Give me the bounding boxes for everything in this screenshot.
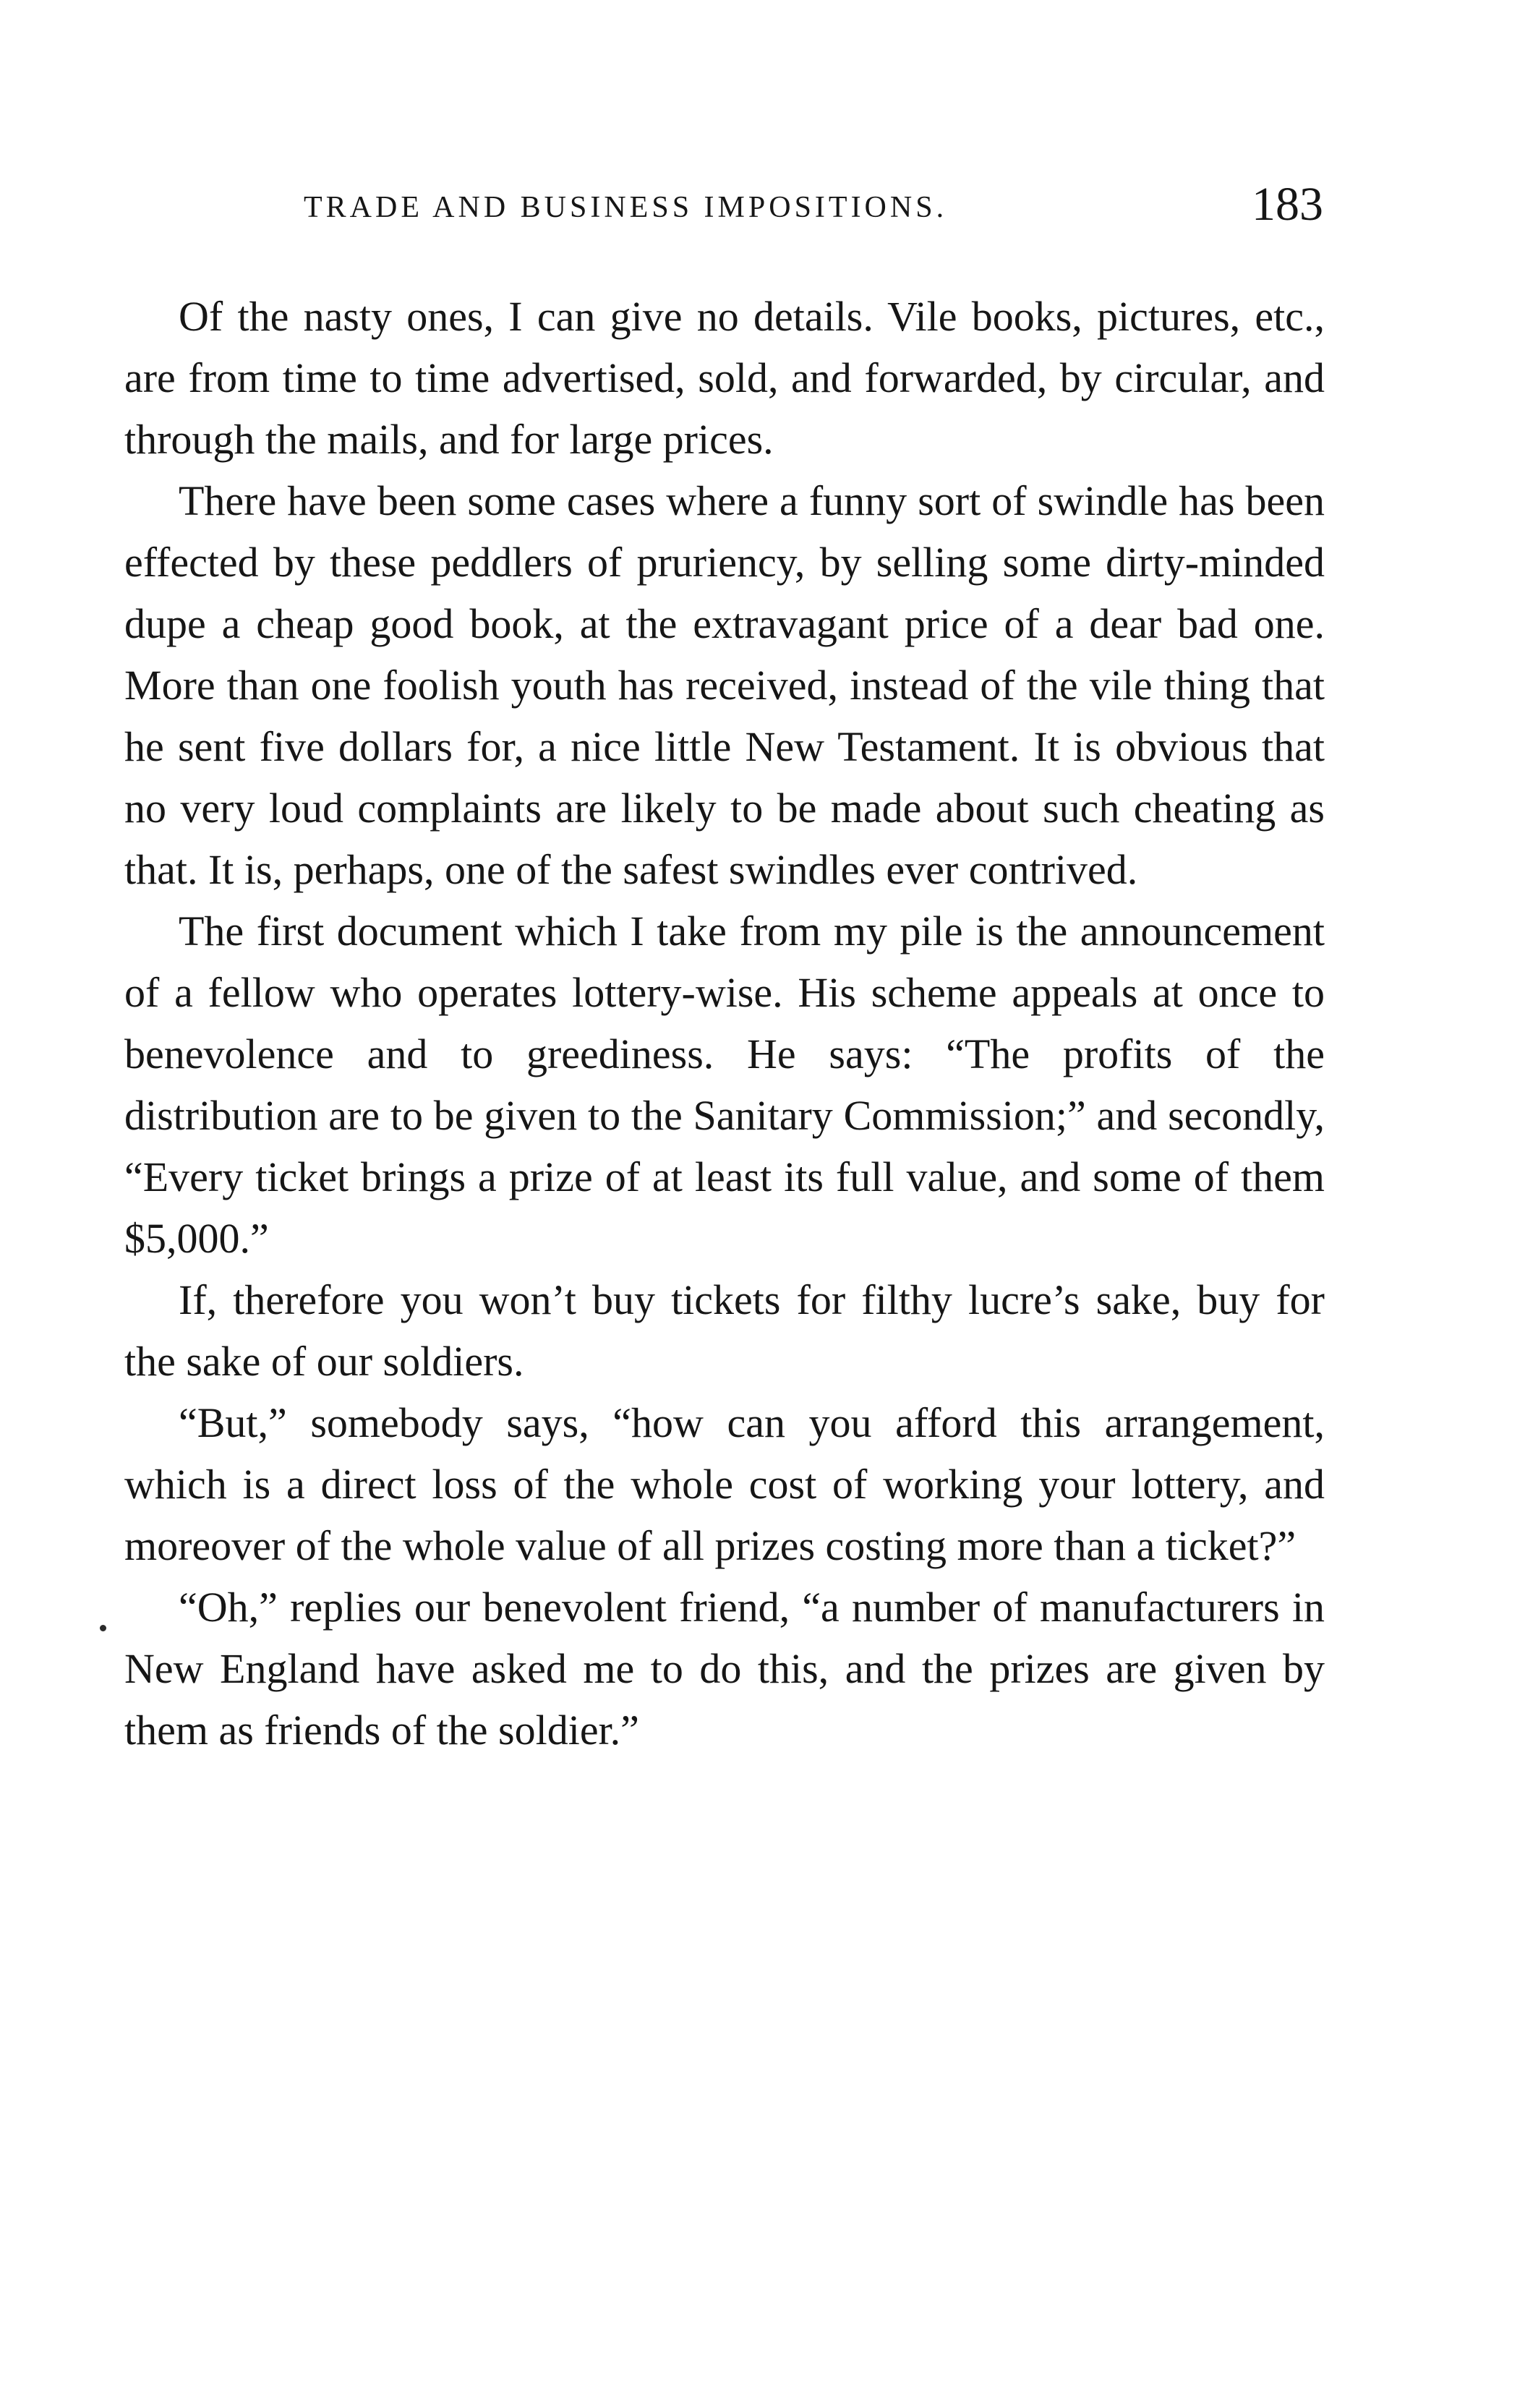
page-number: 183 [1252,178,1323,231]
paragraph-funny-swindle: There have been some cases where a funny sort of swindle has been effected by these peddlers of pruriency, by selling some dirty-minded dupe a cheap good book, at the extravagant price of a dear bad one. More than one foolish youth has received, instead of the vile thing that he sent five dollars for, a nice little New Testament. It is obvious that no very loud complaints are likely to be made about such cheating as that. It is, perhaps, one of the safest swindles ever contrived. [124,477,1325,893]
running-title: TRADE AND BUSINESS IMPOSITIONS. [304,191,948,224]
paragraph-filthy-lucre: If, therefore you won’t buy tickets for filthy lucre’s sake, buy for the sake of our soldiers. [124,1276,1325,1385]
margin-dot-mark [100,1625,106,1631]
running-head [304,177,1323,242]
paragraph-nasty-ones: Of the nasty ones, I can give no details. Vile books, pictures, etc., are from time to time advertised, sold, and forwarded, by circular, and through the mails, and for large prices. [124,293,1325,463]
body-text [124,286,1325,1761]
paragraph-first-document: The first document which I take from my pile is the announcement of a fellow who operates lottery-wise. His scheme appeals at once to benevolence and to greediness. He says: “The profits of the distribution are to be given to the Sanitary Commission;” and secondly, “Every ticket brings a prize of at least its full value, and some of them $5,000.” [124,908,1325,1262]
paragraph-benevolent-friend: “Oh,” replies our benevolent friend, “a number of manufacturers in New England have asked me to do this, and the prizes are given by them as friends of the soldier.” [124,1584,1325,1754]
paragraph-somebody-says: “But,” somebody says, “how can you afford this arrangement, which is a direct loss of the whole cost of working your lottery, and moreover of the whole value of all prizes costing more than a ticket?” [124,1399,1325,1569]
